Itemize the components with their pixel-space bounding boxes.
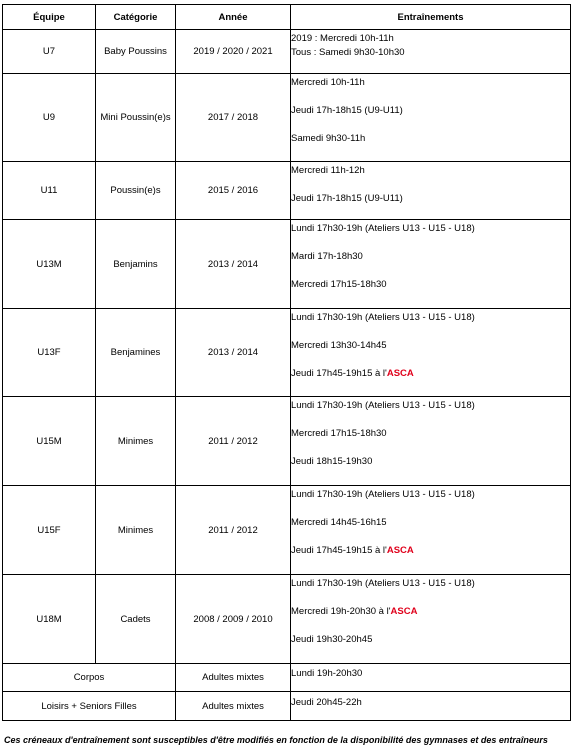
training-slot-text: Mercredi 17h15-18h30 — [291, 279, 387, 290]
year-cell: 2011 / 2012 — [176, 397, 291, 486]
trainings-cell — [291, 30, 571, 74]
year-cell: 2019 / 2020 / 2021 — [176, 30, 291, 74]
category-cell: Mini Poussin(e)s — [96, 74, 176, 162]
table-row — [3, 309, 571, 397]
team-cell: U15F — [3, 486, 96, 575]
training-slot — [291, 193, 570, 204]
trainings-cell — [291, 74, 571, 162]
year-cell: 2011 / 2012 — [176, 486, 291, 575]
training-schedule-table — [2, 4, 571, 721]
training-slot-text: Jeudi 17h-18h15 (U9-U11) — [291, 105, 403, 116]
training-slot-text: Mercredi 10h-11h — [291, 77, 365, 88]
training-slot-text: Jeudi 17h-18h15 (U9-U11) — [291, 193, 403, 204]
footnote: Ces créneaux d'entraînement sont susceptibles d'être modifiés en fonction de la disponibilité des gymnases et des entraîneurs — [4, 735, 548, 745]
category-cell: Cadets — [96, 575, 176, 664]
table-row — [3, 575, 571, 664]
training-slot — [291, 33, 570, 44]
table-body — [3, 30, 571, 721]
training-slot — [291, 133, 570, 144]
team-cell: U9 — [3, 74, 96, 162]
training-slot — [291, 251, 570, 262]
team-cell: U18M — [3, 575, 96, 664]
team-category-cell: Corpos — [3, 664, 176, 692]
training-slot — [291, 47, 570, 58]
header-row — [3, 5, 571, 30]
team-cell: U13F — [3, 309, 96, 397]
training-slot-text: Lundi 19h-20h30 — [291, 668, 363, 679]
trainings-cell — [291, 397, 571, 486]
training-slot-text: Mercredi 13h30-14h45 — [291, 340, 387, 351]
category-cell: Minimes — [96, 397, 176, 486]
team-category-cell: Loisirs + Seniors Filles — [3, 692, 176, 721]
header-team: Équipe — [3, 5, 96, 30]
training-slot — [291, 400, 570, 411]
year-cell: 2013 / 2014 — [176, 220, 291, 309]
trainings-cell — [291, 162, 571, 220]
training-slot — [291, 340, 570, 351]
training-slot — [291, 77, 570, 88]
training-slot-text: Mercredi 11h-12h — [291, 165, 365, 176]
training-slot — [291, 668, 570, 679]
team-cell: U7 — [3, 30, 96, 74]
asca-venue-label: ASCA — [386, 545, 414, 556]
training-slot — [291, 279, 570, 290]
training-slot — [291, 165, 570, 176]
training-slot — [291, 697, 570, 708]
training-slot-text: Mercredi 19h-20h30 à l' — [291, 606, 391, 617]
year-cell: 2017 / 2018 — [176, 74, 291, 162]
training-slot-text: Jeudi 17h45-19h15 à l' — [291, 368, 387, 379]
year-cell: 2013 / 2014 — [176, 309, 291, 397]
year-cell: Adultes mixtes — [176, 664, 291, 692]
training-slot — [291, 578, 570, 589]
training-slot-text: Mercredi 17h15-18h30 — [291, 428, 387, 439]
training-slot — [291, 634, 570, 645]
table-row — [3, 664, 571, 692]
training-slot-text: Lundi 17h30-19h (Ateliers U13 - U15 - U18) — [291, 489, 475, 500]
training-slot — [291, 489, 570, 500]
table-row — [3, 397, 571, 486]
table-row — [3, 220, 571, 309]
training-slot — [291, 312, 570, 323]
training-slot-text: Jeudi 18h15-19h30 — [291, 456, 373, 467]
training-slot-text: Tous : Samedi 9h30-10h30 — [291, 47, 405, 58]
trainings-cell — [291, 309, 571, 397]
asca-venue-label: ASCA — [390, 606, 418, 617]
training-slot-text: Samedi 9h30-11h — [291, 133, 366, 144]
trainings-cell — [291, 692, 571, 721]
training-slot — [291, 545, 570, 556]
team-cell: U11 — [3, 162, 96, 220]
year-cell: Adultes mixtes — [176, 692, 291, 721]
training-slot-text: Jeudi 19h30-20h45 — [291, 634, 373, 645]
training-slot-text: Jeudi 20h45-22h — [291, 697, 362, 708]
header-trainings: Entraînements — [291, 5, 571, 30]
trainings-cell — [291, 575, 571, 664]
year-cell: 2008 / 2009 / 2010 — [176, 575, 291, 664]
category-cell: Baby Poussins — [96, 30, 176, 74]
team-cell: U13M — [3, 220, 96, 309]
table-row — [3, 30, 571, 74]
training-slot-text: Mercredi 14h45-16h15 — [291, 517, 387, 528]
training-slot — [291, 456, 570, 467]
table-row — [3, 74, 571, 162]
team-cell: U15M — [3, 397, 96, 486]
year-cell: 2015 / 2016 — [176, 162, 291, 220]
training-slot-text: Jeudi 17h45-19h15 à l' — [291, 545, 387, 556]
asca-venue-label: ASCA — [386, 368, 414, 379]
training-slot-text: 2019 : Mercredi 10h-11h — [291, 33, 394, 44]
training-slot-text: Lundi 17h30-19h (Ateliers U13 - U15 - U18) — [291, 400, 475, 411]
trainings-cell — [291, 220, 571, 309]
training-slot-text: Lundi 17h30-19h (Ateliers U13 - U15 - U18) — [291, 312, 475, 323]
category-cell: Benjamins — [96, 220, 176, 309]
header-category: Catégorie — [96, 5, 176, 30]
header-year: Année — [176, 5, 291, 30]
training-slot — [291, 223, 570, 234]
category-cell: Poussin(e)s — [96, 162, 176, 220]
trainings-cell — [291, 486, 571, 575]
table-row — [3, 486, 571, 575]
trainings-cell — [291, 664, 571, 692]
training-slot — [291, 368, 570, 379]
training-slot — [291, 105, 570, 116]
table-row — [3, 162, 571, 220]
category-cell: Benjamines — [96, 309, 176, 397]
training-slot — [291, 428, 570, 439]
training-slot-text: Mardi 17h-18h30 — [291, 251, 363, 262]
training-slot-text: Lundi 17h30-19h (Ateliers U13 - U15 - U18) — [291, 223, 475, 234]
training-slot — [291, 606, 570, 617]
table-row — [3, 692, 571, 721]
training-slot-text: Lundi 17h30-19h (Ateliers U13 - U15 - U18) — [291, 578, 475, 589]
training-slot — [291, 517, 570, 528]
category-cell: Minimes — [96, 486, 176, 575]
